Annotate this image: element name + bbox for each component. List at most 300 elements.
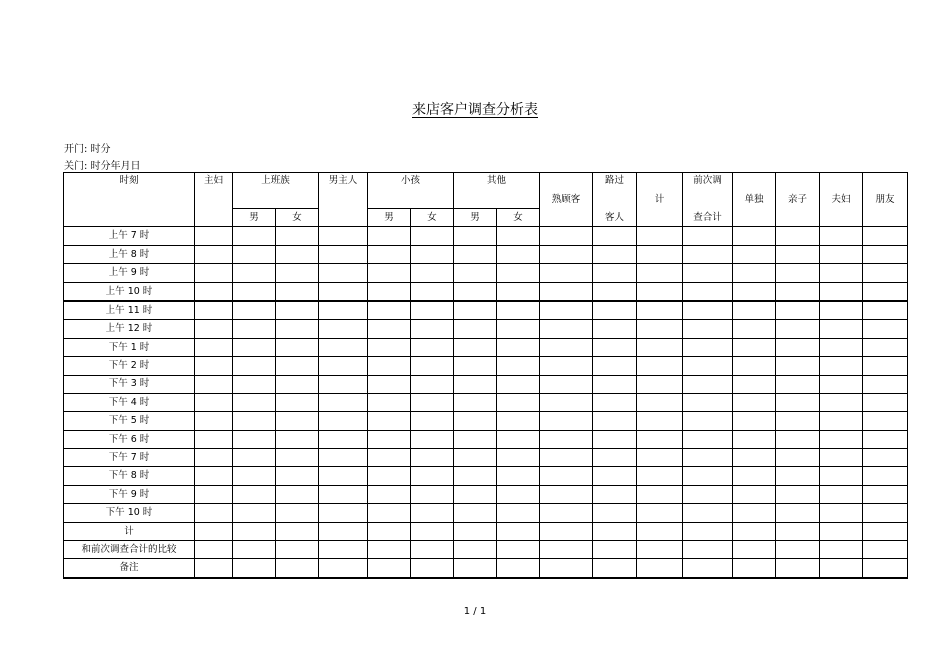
table-cell[interactable] (733, 449, 776, 467)
table-cell[interactable] (540, 541, 593, 559)
table-cell[interactable] (540, 522, 593, 540)
table-cell[interactable] (593, 522, 637, 540)
table-cell[interactable] (319, 412, 368, 430)
table-cell[interactable] (733, 485, 776, 503)
table-cell[interactable] (820, 264, 863, 282)
table-cell[interactable] (593, 375, 637, 393)
table-cell[interactable] (497, 504, 540, 522)
table-cell[interactable] (863, 227, 908, 245)
table-cell[interactable] (637, 338, 683, 356)
table-cell[interactable] (497, 541, 540, 559)
table-cell[interactable] (776, 541, 820, 559)
table-cell[interactable] (411, 357, 454, 375)
table-cell[interactable] (319, 485, 368, 503)
table-cell[interactable] (820, 541, 863, 559)
table-cell[interactable] (540, 245, 593, 263)
table-cell[interactable] (454, 559, 497, 578)
table-cell[interactable] (863, 393, 908, 411)
table-cell[interactable] (454, 467, 497, 485)
table-cell[interactable] (540, 393, 593, 411)
table-cell[interactable] (776, 227, 820, 245)
table-cell[interactable] (319, 375, 368, 393)
table-cell[interactable] (820, 227, 863, 245)
table-cell[interactable] (733, 227, 776, 245)
table-cell[interactable] (637, 282, 683, 301)
table-cell[interactable] (683, 282, 733, 301)
table-cell[interactable] (319, 467, 368, 485)
table-cell[interactable] (863, 357, 908, 375)
table-cell[interactable] (276, 393, 319, 411)
table-cell[interactable] (863, 264, 908, 282)
table-cell[interactable] (776, 430, 820, 448)
table-cell[interactable] (454, 485, 497, 503)
table-cell[interactable] (593, 393, 637, 411)
table-cell[interactable] (820, 357, 863, 375)
table-cell[interactable] (276, 541, 319, 559)
table-cell[interactable] (497, 412, 540, 430)
table-cell[interactable] (776, 412, 820, 430)
table-cell[interactable] (497, 559, 540, 578)
table-cell[interactable] (733, 430, 776, 448)
table-cell[interactable] (276, 375, 319, 393)
table-cell[interactable] (683, 301, 733, 320)
table-cell[interactable] (276, 357, 319, 375)
table-cell[interactable] (637, 430, 683, 448)
table-cell[interactable] (195, 485, 233, 503)
table-cell[interactable] (593, 227, 637, 245)
table-cell[interactable] (497, 522, 540, 540)
table-cell[interactable] (195, 338, 233, 356)
table-cell[interactable] (637, 320, 683, 338)
table-cell[interactable] (454, 412, 497, 430)
table-cell[interactable] (276, 264, 319, 282)
table-cell[interactable] (733, 375, 776, 393)
table-cell[interactable] (776, 245, 820, 263)
table-cell[interactable] (233, 559, 276, 578)
table-cell[interactable] (637, 245, 683, 263)
table-cell[interactable] (863, 541, 908, 559)
table-cell[interactable] (319, 522, 368, 540)
table-cell[interactable] (820, 245, 863, 263)
table-cell[interactable] (497, 430, 540, 448)
table-cell[interactable] (411, 504, 454, 522)
table-cell[interactable] (733, 412, 776, 430)
table-cell[interactable] (820, 320, 863, 338)
table-cell[interactable] (593, 301, 637, 320)
table-cell[interactable] (411, 375, 454, 393)
table-cell[interactable] (195, 375, 233, 393)
table-cell[interactable] (411, 412, 454, 430)
table-cell[interactable] (863, 559, 908, 578)
table-cell[interactable] (368, 320, 411, 338)
table-cell[interactable] (863, 282, 908, 301)
table-cell[interactable] (276, 485, 319, 503)
table-cell[interactable] (233, 375, 276, 393)
table-cell[interactable] (497, 245, 540, 263)
table-cell[interactable] (276, 245, 319, 263)
table-cell[interactable] (319, 504, 368, 522)
table-cell[interactable] (733, 541, 776, 559)
table-cell[interactable] (497, 357, 540, 375)
table-cell[interactable] (319, 430, 368, 448)
table-cell[interactable] (195, 559, 233, 578)
table-cell[interactable] (820, 430, 863, 448)
table-cell[interactable] (411, 245, 454, 263)
table-cell[interactable] (733, 245, 776, 263)
table-cell[interactable] (411, 541, 454, 559)
table-cell[interactable] (319, 320, 368, 338)
table-cell[interactable] (195, 522, 233, 540)
table-cell[interactable] (593, 467, 637, 485)
table-cell[interactable] (411, 559, 454, 578)
table-cell[interactable] (683, 264, 733, 282)
table-cell[interactable] (276, 467, 319, 485)
table-cell[interactable] (319, 357, 368, 375)
table-cell[interactable] (233, 282, 276, 301)
table-cell[interactable] (863, 412, 908, 430)
table-cell[interactable] (593, 412, 637, 430)
table-cell[interactable] (820, 504, 863, 522)
table-cell[interactable] (776, 449, 820, 467)
table-cell[interactable] (368, 338, 411, 356)
table-cell[interactable] (319, 264, 368, 282)
table-cell[interactable] (593, 357, 637, 375)
table-cell[interactable] (540, 430, 593, 448)
table-cell[interactable] (637, 393, 683, 411)
table-cell[interactable] (233, 264, 276, 282)
table-cell[interactable] (368, 504, 411, 522)
table-cell[interactable] (195, 227, 233, 245)
table-cell[interactable] (683, 522, 733, 540)
table-cell[interactable] (683, 430, 733, 448)
table-cell[interactable] (368, 541, 411, 559)
table-cell[interactable] (319, 245, 368, 263)
table-cell[interactable] (540, 559, 593, 578)
table-cell[interactable] (411, 522, 454, 540)
table-cell[interactable] (195, 320, 233, 338)
table-cell[interactable] (497, 375, 540, 393)
table-cell[interactable] (733, 320, 776, 338)
table-cell[interactable] (540, 449, 593, 467)
table-cell[interactable] (497, 485, 540, 503)
table-cell[interactable] (776, 504, 820, 522)
table-cell[interactable] (368, 282, 411, 301)
table-cell[interactable] (637, 467, 683, 485)
table-cell[interactable] (540, 320, 593, 338)
table-cell[interactable] (683, 559, 733, 578)
table-cell[interactable] (233, 412, 276, 430)
table-cell[interactable] (276, 338, 319, 356)
table-cell[interactable] (683, 375, 733, 393)
table-cell[interactable] (454, 282, 497, 301)
table-cell[interactable] (233, 522, 276, 540)
table-cell[interactable] (233, 485, 276, 503)
table-cell[interactable] (497, 393, 540, 411)
table-cell[interactable] (411, 393, 454, 411)
table-cell[interactable] (776, 338, 820, 356)
table-cell[interactable] (368, 412, 411, 430)
table-cell[interactable] (319, 393, 368, 411)
table-cell[interactable] (454, 227, 497, 245)
table-cell[interactable] (637, 449, 683, 467)
table-cell[interactable] (820, 559, 863, 578)
table-cell[interactable] (319, 449, 368, 467)
table-cell[interactable] (454, 430, 497, 448)
table-cell[interactable] (776, 375, 820, 393)
table-cell[interactable] (683, 320, 733, 338)
table-cell[interactable] (454, 449, 497, 467)
table-cell[interactable] (233, 467, 276, 485)
table-cell[interactable] (195, 467, 233, 485)
table-cell[interactable] (733, 282, 776, 301)
table-cell[interactable] (863, 449, 908, 467)
table-cell[interactable] (733, 559, 776, 578)
table-cell[interactable] (368, 301, 411, 320)
table-cell[interactable] (195, 449, 233, 467)
table-cell[interactable] (863, 430, 908, 448)
table-cell[interactable] (411, 467, 454, 485)
table-cell[interactable] (776, 393, 820, 411)
table-cell[interactable] (233, 541, 276, 559)
table-cell[interactable] (497, 320, 540, 338)
table-cell[interactable] (454, 301, 497, 320)
table-cell[interactable] (540, 467, 593, 485)
table-cell[interactable] (863, 522, 908, 540)
table-cell[interactable] (637, 504, 683, 522)
table-cell[interactable] (454, 504, 497, 522)
table-cell[interactable] (233, 227, 276, 245)
table-cell[interactable] (863, 485, 908, 503)
table-cell[interactable] (733, 522, 776, 540)
table-cell[interactable] (593, 485, 637, 503)
table-cell[interactable] (368, 393, 411, 411)
table-cell[interactable] (733, 301, 776, 320)
table-cell[interactable] (637, 541, 683, 559)
table-cell[interactable] (276, 282, 319, 301)
table-cell[interactable] (683, 338, 733, 356)
table-cell[interactable] (233, 338, 276, 356)
table-cell[interactable] (497, 282, 540, 301)
table-cell[interactable] (863, 467, 908, 485)
table-cell[interactable] (411, 449, 454, 467)
table-cell[interactable] (637, 227, 683, 245)
table-cell[interactable] (233, 320, 276, 338)
table-cell[interactable] (454, 338, 497, 356)
table-cell[interactable] (195, 264, 233, 282)
table-cell[interactable] (733, 264, 776, 282)
table-cell[interactable] (820, 301, 863, 320)
table-cell[interactable] (497, 301, 540, 320)
table-cell[interactable] (637, 375, 683, 393)
table-cell[interactable] (733, 357, 776, 375)
table-cell[interactable] (863, 245, 908, 263)
table-cell[interactable] (540, 264, 593, 282)
table-cell[interactable] (368, 430, 411, 448)
table-cell[interactable] (540, 338, 593, 356)
table-cell[interactable] (593, 338, 637, 356)
table-cell[interactable] (820, 522, 863, 540)
table-cell[interactable] (820, 449, 863, 467)
table-cell[interactable] (637, 522, 683, 540)
table-cell[interactable] (411, 282, 454, 301)
table-cell[interactable] (776, 522, 820, 540)
table-cell[interactable] (776, 282, 820, 301)
table-cell[interactable] (540, 301, 593, 320)
table-cell[interactable] (319, 559, 368, 578)
table-cell[interactable] (593, 541, 637, 559)
table-cell[interactable] (319, 301, 368, 320)
table-cell[interactable] (233, 301, 276, 320)
table-cell[interactable] (637, 264, 683, 282)
table-cell[interactable] (195, 301, 233, 320)
table-cell[interactable] (411, 264, 454, 282)
table-cell[interactable] (233, 245, 276, 263)
table-cell[interactable] (540, 504, 593, 522)
table-cell[interactable] (776, 559, 820, 578)
table-cell[interactable] (540, 357, 593, 375)
table-cell[interactable] (820, 412, 863, 430)
table-cell[interactable] (820, 282, 863, 301)
table-cell[interactable] (776, 357, 820, 375)
table-cell[interactable] (319, 541, 368, 559)
table-cell[interactable] (195, 430, 233, 448)
table-cell[interactable] (863, 338, 908, 356)
table-cell[interactable] (593, 320, 637, 338)
table-cell[interactable] (233, 430, 276, 448)
table-cell[interactable] (593, 449, 637, 467)
table-cell[interactable] (683, 485, 733, 503)
table-cell[interactable] (683, 245, 733, 263)
table-cell[interactable] (233, 504, 276, 522)
table-cell[interactable] (683, 227, 733, 245)
table-cell[interactable] (276, 449, 319, 467)
table-cell[interactable] (276, 301, 319, 320)
table-cell[interactable] (368, 467, 411, 485)
table-cell[interactable] (776, 485, 820, 503)
table-cell[interactable] (776, 264, 820, 282)
table-cell[interactable] (319, 227, 368, 245)
table-cell[interactable] (368, 264, 411, 282)
table-cell[interactable] (637, 412, 683, 430)
table-cell[interactable] (454, 375, 497, 393)
table-cell[interactable] (195, 504, 233, 522)
table-cell[interactable] (454, 522, 497, 540)
table-cell[interactable] (276, 504, 319, 522)
table-cell[interactable] (820, 467, 863, 485)
table-cell[interactable] (683, 393, 733, 411)
table-cell[interactable] (368, 559, 411, 578)
table-cell[interactable] (593, 264, 637, 282)
table-cell[interactable] (411, 227, 454, 245)
table-cell[interactable] (195, 357, 233, 375)
table-cell[interactable] (276, 320, 319, 338)
table-cell[interactable] (776, 301, 820, 320)
table-cell[interactable] (733, 467, 776, 485)
table-cell[interactable] (411, 301, 454, 320)
table-cell[interactable] (593, 282, 637, 301)
table-cell[interactable] (368, 449, 411, 467)
table-cell[interactable] (411, 338, 454, 356)
table-cell[interactable] (497, 467, 540, 485)
table-cell[interactable] (195, 412, 233, 430)
table-cell[interactable] (863, 375, 908, 393)
table-cell[interactable] (540, 282, 593, 301)
table-cell[interactable] (195, 393, 233, 411)
table-cell[interactable] (497, 449, 540, 467)
table-cell[interactable] (820, 338, 863, 356)
table-cell[interactable] (637, 559, 683, 578)
table-cell[interactable] (454, 320, 497, 338)
table-cell[interactable] (319, 282, 368, 301)
table-cell[interactable] (820, 485, 863, 503)
table-cell[interactable] (733, 338, 776, 356)
table-cell[interactable] (820, 375, 863, 393)
table-cell[interactable] (733, 393, 776, 411)
table-cell[interactable] (863, 301, 908, 320)
table-cell[interactable] (776, 320, 820, 338)
table-cell[interactable] (368, 522, 411, 540)
table-cell[interactable] (233, 449, 276, 467)
table-cell[interactable] (454, 541, 497, 559)
table-cell[interactable] (195, 245, 233, 263)
table-cell[interactable] (637, 485, 683, 503)
table-cell[interactable] (195, 282, 233, 301)
table-cell[interactable] (683, 357, 733, 375)
table-cell[interactable] (276, 412, 319, 430)
table-cell[interactable] (195, 541, 233, 559)
table-cell[interactable] (683, 449, 733, 467)
table-cell[interactable] (683, 412, 733, 430)
table-cell[interactable] (276, 430, 319, 448)
table-cell[interactable] (411, 430, 454, 448)
table-cell[interactable] (319, 338, 368, 356)
table-cell[interactable] (368, 245, 411, 263)
table-cell[interactable] (776, 467, 820, 485)
table-cell[interactable] (454, 264, 497, 282)
table-cell[interactable] (276, 559, 319, 578)
table-cell[interactable] (540, 227, 593, 245)
table-cell[interactable] (733, 504, 776, 522)
table-cell[interactable] (540, 375, 593, 393)
table-cell[interactable] (497, 264, 540, 282)
table-cell[interactable] (593, 245, 637, 263)
table-cell[interactable] (540, 485, 593, 503)
table-cell[interactable] (454, 357, 497, 375)
table-cell[interactable] (368, 375, 411, 393)
table-cell[interactable] (637, 357, 683, 375)
table-cell[interactable] (411, 320, 454, 338)
table-cell[interactable] (497, 227, 540, 245)
table-cell[interactable] (863, 320, 908, 338)
table-cell[interactable] (276, 227, 319, 245)
table-cell[interactable] (454, 245, 497, 263)
table-cell[interactable] (593, 504, 637, 522)
table-cell[interactable] (820, 393, 863, 411)
table-cell[interactable] (233, 357, 276, 375)
table-cell[interactable] (683, 467, 733, 485)
table-cell[interactable] (593, 559, 637, 578)
table-cell[interactable] (683, 504, 733, 522)
table-cell[interactable] (863, 504, 908, 522)
table-cell[interactable] (368, 357, 411, 375)
table-cell[interactable] (593, 430, 637, 448)
table-cell[interactable] (497, 338, 540, 356)
table-cell[interactable] (368, 485, 411, 503)
table-cell[interactable] (411, 485, 454, 503)
table-cell[interactable] (637, 301, 683, 320)
table-cell[interactable] (233, 393, 276, 411)
table-cell[interactable] (454, 393, 497, 411)
